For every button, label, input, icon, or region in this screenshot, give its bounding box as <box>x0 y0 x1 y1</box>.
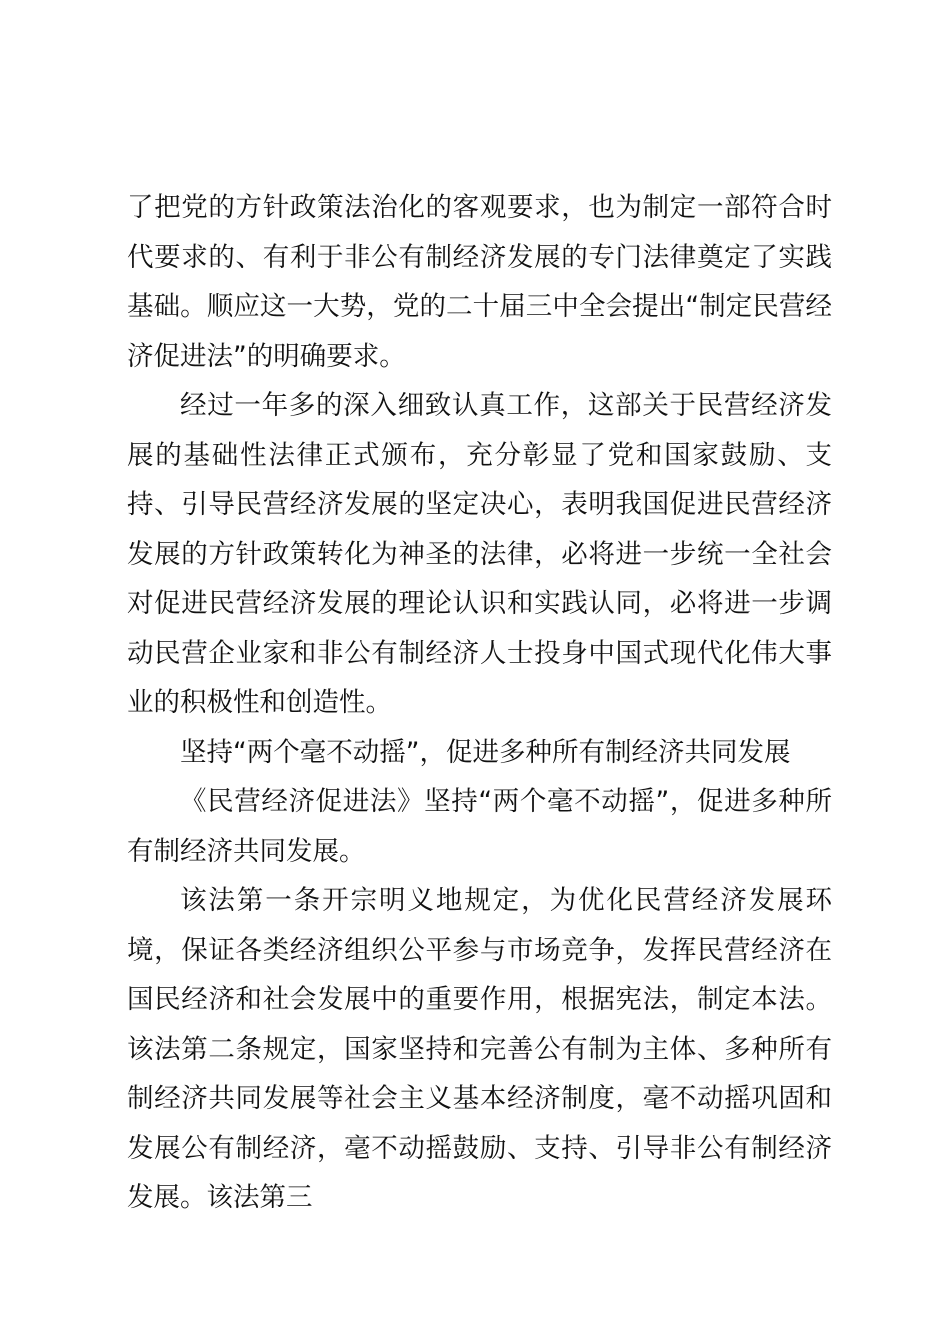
section-heading: 坚持“两个毫不动摇”，促进多种所有制经济共同发展 <box>180 736 791 768</box>
paragraph-continuation: 了把党的方针政策法治化的客观要求，也为制定一部符合时代要求的、有利于非公有制经济发展的专门法律奠定了实践基础。顺应这一大势，党的二十届三中全会提出“制定民营经济促进法”的明确要求。 <box>127 192 832 372</box>
paragraph-law-promulgation: 经过一年多的深入细致认真工作，这部关于民营经济发展的基础性法律正式颁布，充分彰显了党和国家鼓励、支持、引导民营经济发展的坚定决心，表明我国促进民营经济发展的方针政策转化为神圣的法律，必将进一步统一全社会对促进民营经济发展的理论认识和实践认同，必将进一步调动民营企业家和非公有制经济人士投身中国式现代化伟大事业的积极性和创造性。 <box>127 390 832 718</box>
document-body <box>127 183 832 1223</box>
paragraph-article-provisions: 该法第一条开宗明义地规定，为优化民营经济发展环境，保证各类经济组织公平参与市场竞争，发挥民营经济在国民经济和社会发展中的重要作用，根据宪法，制定本法。该法第二条规定，国家坚持和完善公有制为主体、多种所有制经济共同发展等社会主义基本经济制度，毫不动摇巩固和发展公有制经济，毫不动摇鼓励、支持、引导非公有制经济发展。该法第三 <box>127 885 832 1213</box>
paragraph-two-unwavering: 《民营经济促进法》坚持“两个毫不动摇”，促进多种所有制经济共同发展。 <box>127 786 832 867</box>
